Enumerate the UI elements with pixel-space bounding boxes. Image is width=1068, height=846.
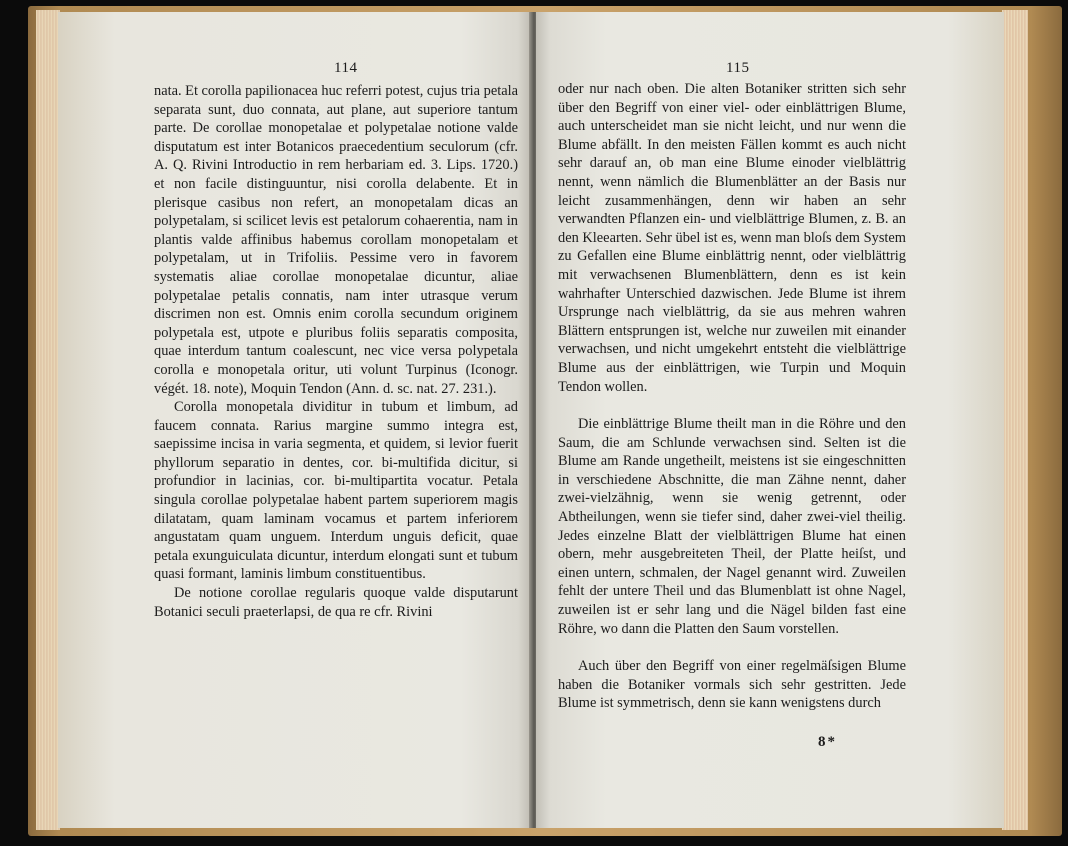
- page-edges-right: [1002, 10, 1028, 830]
- page-number: 114: [334, 60, 358, 76]
- paragraph: oder nur nach oben. Die alten Botaniker stritten sich sehr über den Begriff von einer viel- oder einblättrigen Blume, auch unterscheidet man sie nicht leicht, und nur wenn die Blume abfällt. In den meisten Fällen kommt es auch nicht sehr darauf an, ob man eine Blume einoder vielblättrig nennt, wenn nämlich die Blumenblätter an der Basis nur leicht zusammenhängen, denn wir haben an sehr verwandten Pflanzen ein- und vielblättrige Blumen, z. B. an den Kleearten. Sehr übel ist es, wenn man bloſs dem System zu Gefallen eine Blume einblättrig nennt, oder vielblättrig mit verwachsenen Blumenblättern, denn es ist kein wahrhafter Unterschied dazwischen. Jede Blume ist ihrem Ursprunge nach vielblättrig, da sie aus mehren wahren Blättern entsprungen ist, welche nur zuweilen mit einander verwachsen, und nicht umgekehrt entsteht die vielblättrige Blume aus der einblättrigen, wie Turpin und Moquin Tendon wollen.: [558, 81, 906, 395]
- signature-mark: 8*: [818, 734, 837, 750]
- page-edges-left: [36, 10, 60, 830]
- paragraph: De notione corollae regularis quoque valde disputarunt Botanici seculi praeterlapsi, de qua re cfr. Rivini: [154, 585, 518, 620]
- page-body: [558, 80, 906, 713]
- paragraph: Die einblättrige Blume theilt man in die Röhre und den Saum, die am Schlunde verwachsen sind. Selten ist die Blume am Rande ungetheilt, meistens ist sie eingeschnitten in verschiedene Abschnitte, die man Zähne nennt, daher zwei-vielzähnig, wenn sie wenig getrennt, oder Abtheilungen, wenn sie tiefer sind, daher zwei-viel theilig. Jedes einzelne Blatt der vielblättrigen Blume hat einen obern, mehr ausgebreiteten Theil, der Platte heiſst, und einen untern, schmalen, der Nagel genannt wird. Zuweilen fehlt der untere Theil und das Blumenblatt ist ohne Nagel, zuweilen ist er sehr lang und die Nägel bilden fast eine Röhre, wo dann die Platten den Saum vorstellen.: [558, 416, 906, 637]
- page-body: [154, 82, 518, 621]
- paragraph: Auch über den Begriff von einer regelmäſsigen Blume haben die Botaniker vormals sich sehr gestritten. Jede Blume ist symmetrisch, denn sie kann wenigstens durch: [558, 658, 906, 712]
- paragraph: Corolla monopetala dividitur in tubum et limbum, ad faucem connata. Rarius margine summo integra est, saepissime incisa in varia segmenta, et quidem, si levior fuerit phyllorum separatio in dentes, cor. bi-multifida dicitur, si profundior in lacinias, cor. bi-multipartita vocatur. Petala singula corollae polypetalae habent partem superiorem magis dilatatam, quam laminam vocamus et partem inferiorem angustatam quam unguem. Interdum unguis deficit, quae petala exunguiculata dicuntur, interdum elongati sunt et tubum quasi formant, laminis limbum constituentibus.: [154, 399, 518, 583]
- page-number: 115: [726, 60, 750, 76]
- right-page: [536, 12, 1004, 828]
- paragraph: nata. Et corolla papilionacea huc referri potest, cujus tria petala separata sunt, duo connata, aut plane, aut superiore tantum parte. De corollae monopetalae et polypetalae notione valde disputatum est inter Botanicos praecedentium seculorum (cfr. A. Q. Rivini Introductio in rem herbariam ed. 3. Lips. 1720.) et non facile distinguuntur, nisi corolla delabente. Et in plerisque casibus non refert, an monopetalam dicas an polypetalam, si scilicet levis est petalorum cohaerentia, nam in plantis valde affinibus habemus corollam monopetalam et polypetalam, ut in Trifoliis. Pessime vero in favorem systematis aliae corollae monopetalae dicuntur, aliae polypetalae petalis connatis, nam inter utrasque verum discrimen non est. Omnis enim corolla secundum originem polypetala est, utpote e pluribus foliis separatis composita, quae interdum tantum coalescunt, nec vice versa polypetala corolla e monopetala oritur, uti volunt Turpinus (Iconogr. végét. 18. note), Moquin Tendon (Ann. d. sc. nat. 27. 231.).: [154, 83, 518, 397]
- left-page: [58, 12, 532, 828]
